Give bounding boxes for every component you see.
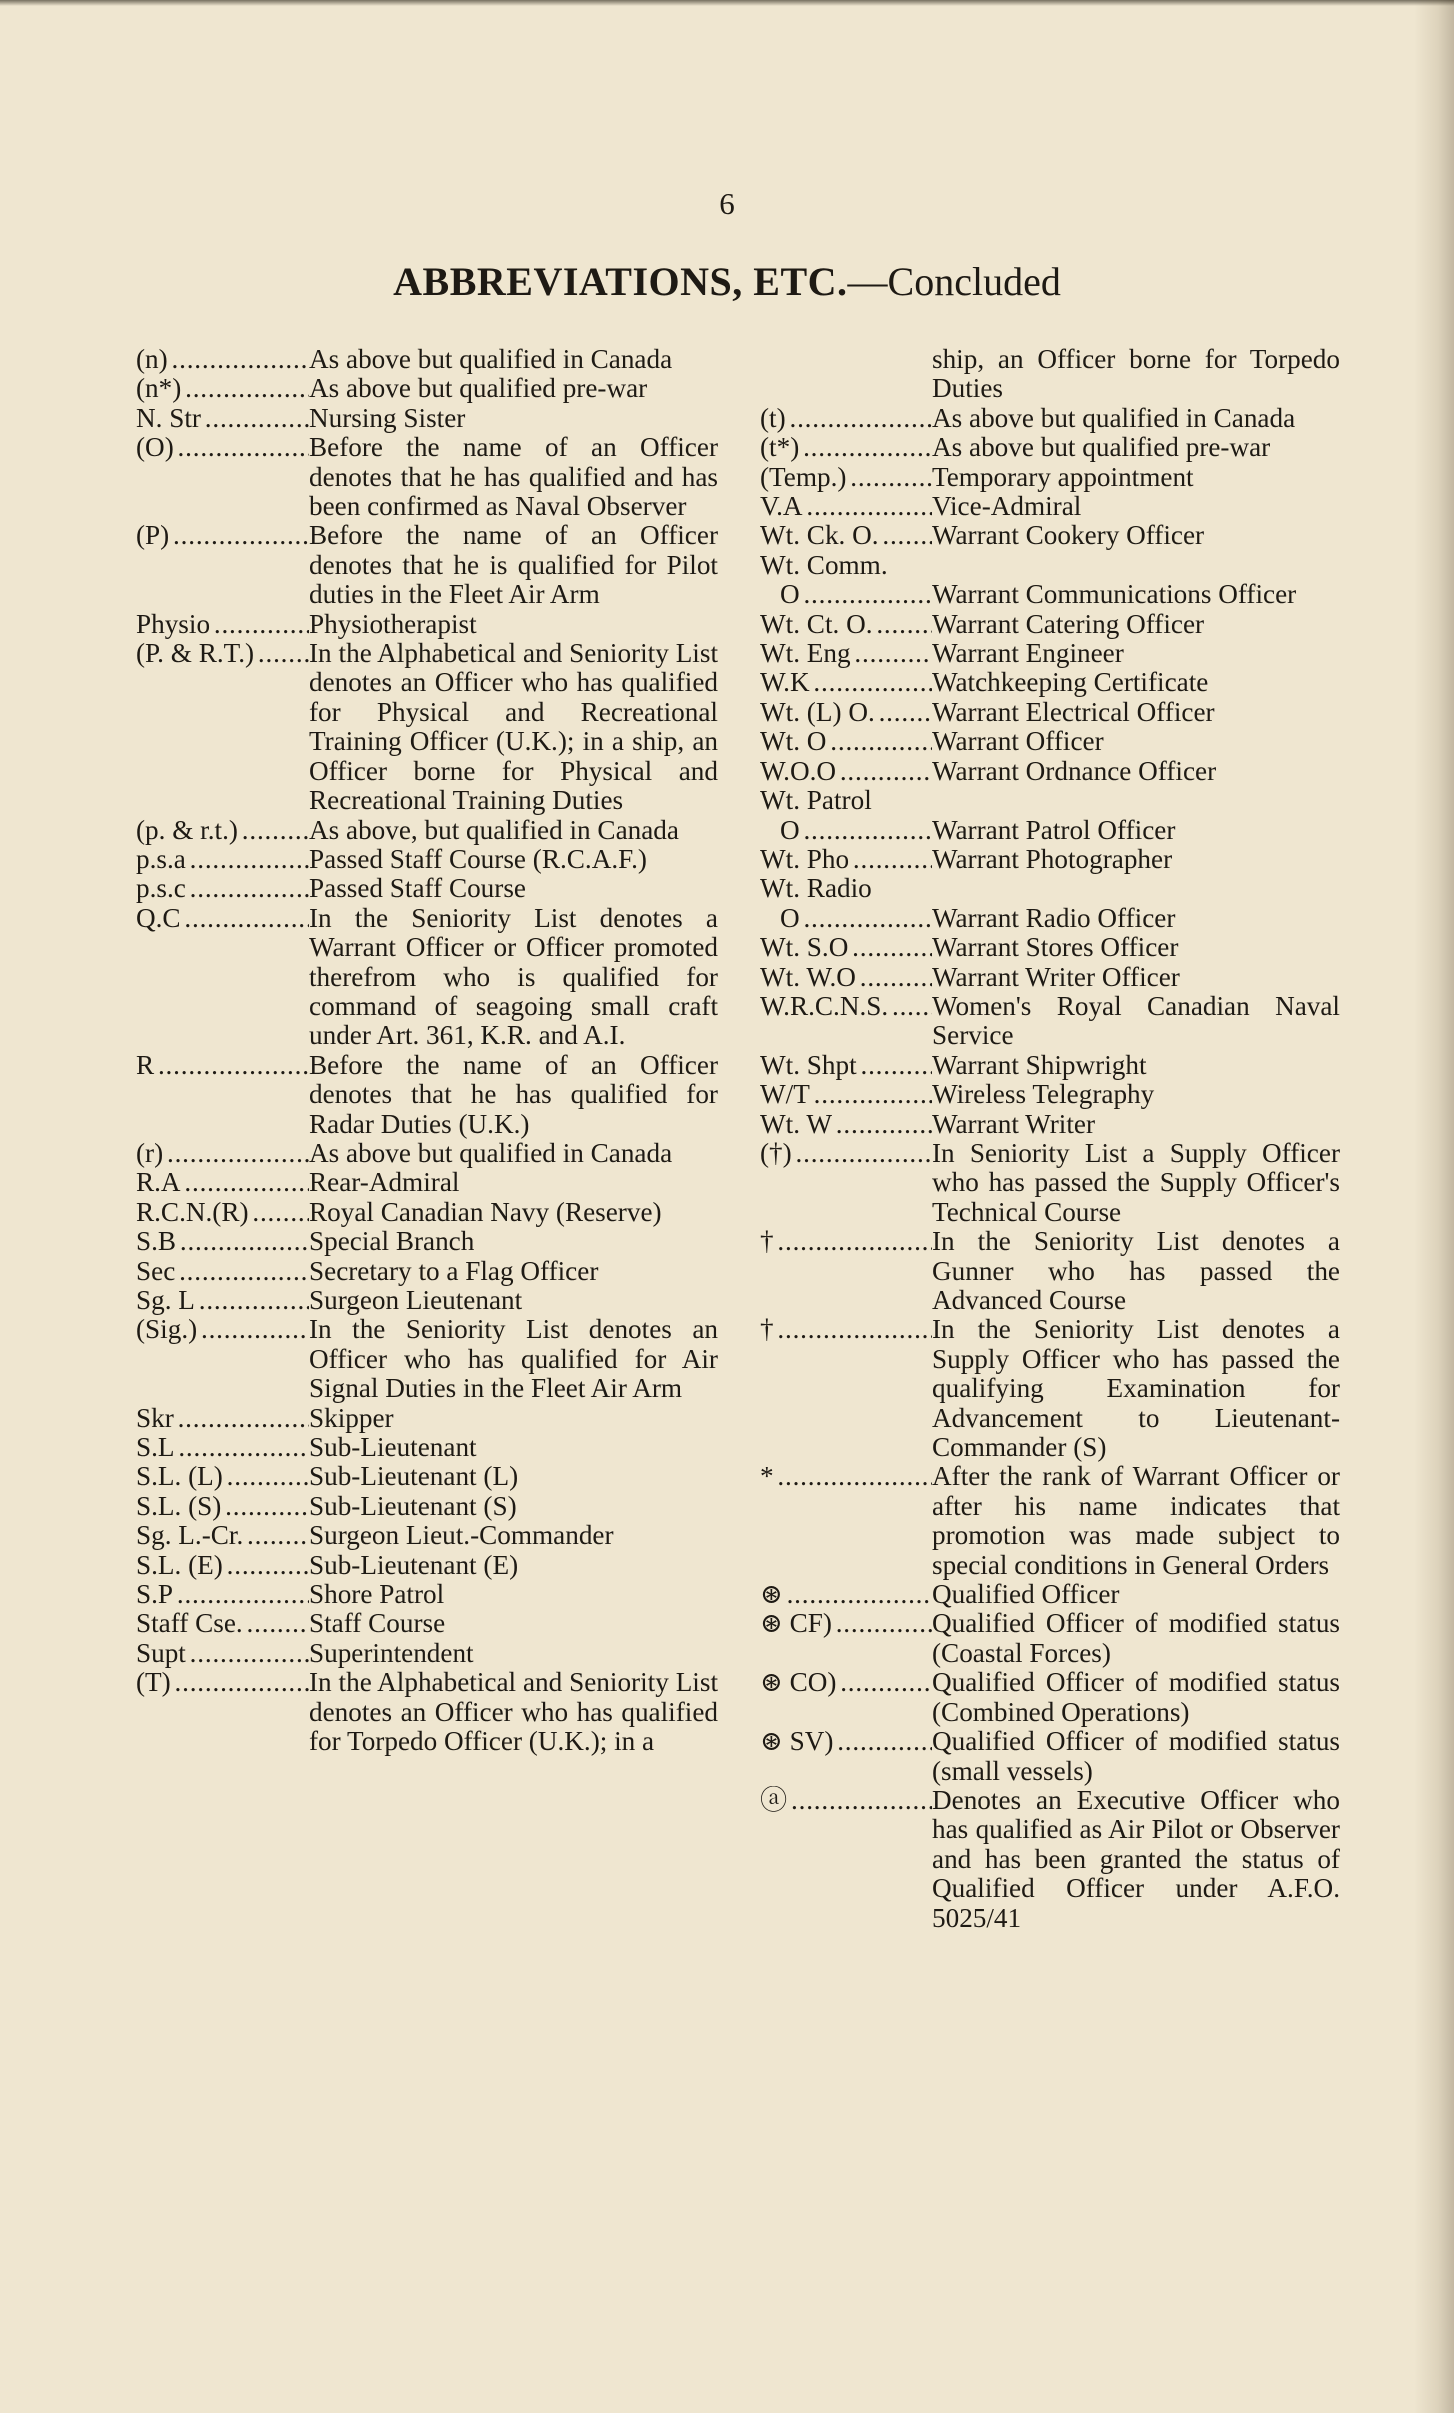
abbreviation-term: [760, 639, 932, 668]
abbreviation-definition: Warrant Photographer: [932, 843, 1173, 874]
abbreviation-definition: Warrant Shipwright: [932, 1049, 1147, 1080]
abbreviation-term: Wt. Comm.: [760, 549, 888, 580]
abbreviation-definition: Warrant Radio Officer: [932, 902, 1176, 933]
abbreviation-entry: [136, 1286, 718, 1315]
abbreviation-term: [136, 1492, 309, 1521]
abbreviation-entry: [136, 610, 718, 639]
abbreviation-term-text: (†): [760, 1138, 792, 1168]
abbreviation-definition: Wireless Telegraphy: [932, 1079, 1155, 1110]
abbreviation-entry: [136, 1315, 718, 1403]
abbreviation-definition: Secretary to a Flag Officer: [309, 1255, 599, 1286]
abbreviation-term: [760, 580, 932, 609]
abbreviation-entry: [760, 1110, 1340, 1139]
abbreviation-term: [760, 1110, 932, 1139]
abbreviation-entry: [760, 580, 1340, 609]
abbreviation-entry: [760, 1227, 1340, 1315]
abbreviation-term-text: S.L. (E): [136, 1550, 223, 1580]
abbreviation-term-text: ⊛ CO): [760, 1668, 837, 1698]
abbreviation-entry: [136, 1051, 718, 1139]
abbreviation-term-text: R.C.N.(R): [136, 1197, 249, 1227]
abbreviation-definition: As above but qualified pre-war: [309, 373, 648, 404]
abbreviation-entry: [136, 874, 718, 903]
abbreviation-term: [760, 1080, 932, 1109]
abbreviation-term: [136, 816, 309, 845]
abbreviation-term: [136, 404, 309, 433]
abbreviation-entry: [136, 404, 718, 433]
abbreviation-definition: Surgeon Lieut.-Commander: [309, 1520, 614, 1551]
abbreviation-definition: Watchkeeping Certificate: [932, 667, 1209, 698]
abbreviation-term-text: W/T: [760, 1080, 810, 1110]
abbreviation-term-text: Wt. O: [760, 727, 827, 757]
abbreviation-entry: [760, 551, 1340, 580]
abbreviation-term: [136, 1198, 309, 1227]
abbreviation-entry: [760, 757, 1340, 786]
abbreviation-term-text: (P): [136, 521, 170, 551]
page-title-suffix: —Concluded: [847, 259, 1061, 304]
abbreviation-term: [136, 1404, 309, 1433]
abbreviation-term: [760, 992, 932, 1051]
abbreviation-term: [136, 1286, 309, 1315]
abbreviation-term: [760, 727, 932, 756]
abbreviation-term-text: Wt. Pho: [760, 844, 850, 874]
abbreviation-definition: In the Seniority List denotes a Warrant Officer or Officer promoted therefrom who is qualified for command of seagoing small craft under Art. 361, K.R. and A.I.: [309, 902, 718, 1051]
abbreviation-term: [760, 1609, 932, 1668]
abbreviation-definition: Temporary appointment: [932, 461, 1194, 492]
abbreviation-entry: [136, 1492, 718, 1521]
abbreviation-entry: [760, 639, 1340, 668]
abbreviation-term-text: Sec: [136, 1256, 176, 1286]
abbreviation-term: [760, 1727, 932, 1786]
abbreviation-term: [760, 698, 932, 727]
abbreviation-definition: Women's Royal Canadian Naval Service: [932, 990, 1340, 1051]
page-title-main: ABBREVIATIONS, ETC.: [393, 259, 848, 304]
abbreviation-definition: Warrant Writer: [932, 1108, 1096, 1139]
abbreviation-entry: [760, 1051, 1340, 1080]
abbreviation-definition: Denotes an Executive Officer who has qualified as Air Pilot or Observer and has been granted the status of Qualified Officer under A.F.O. 5025/41: [932, 1784, 1340, 1933]
abbreviation-term: [136, 1139, 309, 1168]
abbreviation-term-text: O: [780, 815, 800, 845]
abbreviation-term-text: Physio: [136, 609, 211, 639]
abbreviation-term-text: Wt. W.O: [760, 962, 856, 992]
abbreviation-definition: As above, but qualified in Canada: [309, 814, 679, 845]
abbreviation-term: [760, 463, 932, 492]
abbreviation-entry: [760, 1315, 1340, 1462]
abbreviation-term-text: (Temp.): [760, 462, 847, 492]
abbreviation-entry: [760, 492, 1340, 521]
abbreviation-term: [760, 610, 932, 639]
abbreviation-entry: [760, 1668, 1340, 1727]
abbreviation-definition: Warrant Stores Officer: [932, 932, 1179, 963]
abbreviation-term-text: R.A: [136, 1168, 181, 1198]
abbreviation-term: [760, 1139, 932, 1227]
abbreviation-term-text: S.L. (S): [136, 1491, 222, 1521]
abbreviation-term-text: (t): [760, 403, 786, 433]
abbreviation-term: [136, 874, 309, 903]
abbreviation-entry: [136, 1551, 718, 1580]
abbreviation-term-text: (t*): [760, 433, 800, 463]
abbreviation-term: [760, 1051, 932, 1080]
abbreviation-term: [136, 1668, 309, 1756]
abbreviation-definition: Warrant Patrol Officer: [932, 814, 1176, 845]
abbreviation-term-text: W.K: [760, 668, 810, 698]
abbreviation-term: [136, 1462, 309, 1491]
abbreviation-definition: Surgeon Lieutenant: [309, 1285, 523, 1315]
abbreviation-term: Wt. Radio: [760, 873, 872, 904]
abbreviation-term-text: (Sig.): [136, 1315, 198, 1345]
abbreviation-term: [136, 904, 309, 1051]
abbreviation-term-text: S.L. (L): [136, 1462, 223, 1492]
abbreviation-definition: Vice-Admiral: [932, 491, 1082, 522]
abbreviation-term-text: †: [760, 1315, 774, 1345]
abbreviation-term-text: (n): [136, 345, 168, 374]
abbreviation-definition: In Seniority List a Supply Officer who has passed the Supply Officer's Technical Course: [932, 1137, 1340, 1227]
abbreviation-entry: [136, 904, 718, 1051]
abbreviation-entry: [136, 1609, 718, 1638]
abbreviation-definition: As above but qualified in Canada: [309, 344, 673, 374]
abbreviation-definition: ship, an Officer borne for Torpedo Duties: [932, 344, 1340, 404]
abbreviation-definition: Sub-Lieutenant: [309, 1432, 477, 1463]
abbreviation-definition: Warrant Electrical Officer: [932, 696, 1215, 727]
abbreviation-term: [760, 933, 932, 962]
abbreviation-term-text: W.O.O: [760, 756, 837, 786]
abbreviation-term-text: Wt. Eng: [760, 639, 851, 669]
abbreviation-term: [760, 1315, 932, 1462]
abbreviation-term: [136, 1609, 309, 1638]
abbreviation-term: [136, 1521, 309, 1550]
abbreviation-definition: Sub-Lieutenant (L): [309, 1461, 519, 1492]
abbreviation-term: [760, 492, 932, 521]
abbreviation-definition: Warrant Catering Officer: [932, 608, 1205, 639]
abbreviation-definition: Warrant Cookery Officer: [932, 520, 1205, 551]
abbreviation-term-text: Skr: [136, 1403, 174, 1433]
abbreviation-definition: Qualified Officer of modified status (Combined Operations): [932, 1667, 1340, 1727]
abbreviation-definition: Rear-Admiral: [309, 1167, 460, 1198]
abbreviation-definition: Before the name of an Officer denotes that he has qualified and has been confirmed as Naval Observer: [309, 432, 718, 522]
abbreviation-term: [136, 1433, 309, 1462]
abbreviation-term-text: Wt. (L) O.: [760, 697, 875, 727]
abbreviation-entry: [136, 1668, 718, 1756]
abbreviation-term: [136, 521, 309, 609]
abbreviation-entry: [760, 668, 1340, 697]
abbreviation-entry: [760, 1786, 1340, 1933]
abbreviation-term: [136, 610, 309, 639]
abbreviation-definition: In the Seniority List denotes a Gunner who has passed the Advanced Course: [932, 1226, 1340, 1315]
abbreviation-definition: Skipper: [309, 1402, 394, 1433]
abbreviation-definition: Special Branch: [309, 1226, 475, 1257]
abbreviation-term-text: R: [136, 1050, 155, 1080]
abbreviation-term-text: N. Str: [136, 403, 201, 433]
abbreviation-term: [136, 1051, 309, 1139]
abbreviation-term-text: V.A: [760, 492, 803, 522]
abbreviation-term-text: O: [780, 580, 800, 610]
abbreviation-term-text: Wt. Shpt: [760, 1050, 857, 1080]
abbreviation-term-text: S.B: [136, 1227, 177, 1257]
abbreviation-term: [136, 1227, 309, 1256]
abbreviation-entry: [760, 1609, 1340, 1668]
abbreviation-entry: [760, 698, 1340, 727]
abbreviation-entry: [760, 463, 1340, 492]
abbreviation-term-text: (r): [136, 1138, 164, 1168]
abbreviation-term-text: *: [760, 1462, 774, 1492]
abbreviation-term: [136, 1580, 309, 1609]
abbreviation-term: [760, 757, 932, 786]
abbreviation-term-text: Q.C: [136, 903, 181, 933]
abbreviation-term: [136, 433, 309, 521]
abbreviation-term: [760, 668, 932, 697]
abbreviation-term: [760, 1462, 932, 1580]
abbreviation-term-text: Sg. L: [136, 1286, 195, 1315]
abbreviation-definition: Sub-Lieutenant (E): [309, 1549, 519, 1580]
abbreviation-entry: [760, 521, 1340, 550]
abbreviation-term: [136, 345, 309, 374]
abbreviation-term: [760, 433, 932, 462]
abbreviation-entry: [760, 904, 1340, 933]
abbreviation-entry: [760, 1080, 1340, 1109]
abbreviation-term-text: †: [760, 1227, 774, 1257]
abbreviations-left-column: [136, 345, 718, 1757]
abbreviation-entry: [760, 874, 1340, 903]
abbreviation-definition: Before the name of an Officer denotes that he has qualified for Radar Duties (U.K.): [309, 1049, 718, 1139]
abbreviation-term: [760, 404, 932, 433]
abbreviation-entry: [760, 816, 1340, 845]
abbreviation-entry: [760, 1727, 1340, 1786]
abbreviation-term-text: S.P: [136, 1580, 174, 1610]
abbreviation-term: [136, 845, 309, 874]
abbreviation-term-text: Wt. W: [760, 1109, 832, 1139]
abbreviation-term-text: Wt. Ck. O.: [760, 521, 879, 551]
abbreviation-definition: Warrant Communications Officer: [932, 579, 1297, 610]
abbreviation-entry: [136, 816, 718, 845]
abbreviation-entry: [760, 433, 1340, 462]
abbreviation-definition: Qualified Officer of modified status (small vessels): [932, 1726, 1340, 1786]
abbreviation-term: [136, 374, 309, 403]
abbreviation-term: [136, 1551, 309, 1580]
abbreviation-entry: [760, 786, 1340, 815]
abbreviation-term: [760, 521, 932, 550]
abbreviation-definition: Superintendent: [309, 1637, 474, 1668]
abbreviation-entry: [760, 1139, 1340, 1227]
abbreviation-definition: In the Seniority List denotes a Supply Officer who has passed the qualifying Examination for Advancement to Lieutenant-Commander (S): [932, 1314, 1340, 1463]
page-title: [0, 258, 1454, 305]
abbreviation-definition: Qualified Officer of modified status (Coastal Forces): [932, 1608, 1340, 1668]
abbreviation-definition: Before the name of an Officer denotes that he is qualified for Pilot duties in the Fleet Air Arm: [309, 520, 718, 610]
abbreviation-term: [760, 845, 932, 874]
abbreviation-term-text: S.L: [136, 1433, 175, 1463]
abbreviation-definition: As above but qualified in Canada: [932, 402, 1296, 433]
abbreviation-term-text: W.R.C.N.S.: [760, 991, 889, 1021]
abbreviation-entry: [136, 845, 718, 874]
abbreviation-term: [760, 1786, 932, 1933]
abbreviation-entry: [136, 1139, 718, 1168]
abbreviation-term-text: (p. & r.t.): [136, 815, 238, 845]
abbreviation-entry: [136, 1198, 718, 1227]
abbreviation-entry: [760, 1462, 1340, 1580]
abbreviation-term-text: (O): [136, 433, 174, 463]
abbreviation-term: [136, 1168, 309, 1197]
abbreviation-term: [760, 1668, 932, 1727]
abbreviation-definition: Qualified Officer: [932, 1579, 1120, 1610]
abbreviation-entry: [136, 1639, 718, 1668]
abbreviation-definition: Passed Staff Course: [309, 873, 526, 904]
abbreviation-definition: After the rank of Warrant Officer or after his name indicates that promotion was made subject to special conditions in General Orders: [932, 1461, 1340, 1580]
abbreviation-entry: [760, 845, 1340, 874]
abbreviation-term: [136, 1639, 309, 1668]
abbreviation-term: [760, 816, 932, 845]
abbreviation-term: [760, 963, 932, 992]
abbreviation-definition: Nursing Sister: [309, 402, 466, 433]
abbreviation-entry: [136, 433, 718, 521]
abbreviations-right-column: [760, 345, 1340, 1933]
abbreviation-term: [760, 904, 932, 933]
abbreviation-term-text: ⊛ CF): [760, 1609, 832, 1639]
abbreviation-term-text: (T): [136, 1668, 171, 1698]
abbreviation-term-text: p.s.a: [136, 844, 186, 874]
abbreviation-entry: [136, 1168, 718, 1197]
abbreviation-definition: In the Seniority List denotes an Officer who has qualified for Air Signal Duties in the Fleet Air Arm: [309, 1314, 718, 1404]
abbreviation-term: Wt. Patrol: [760, 785, 872, 816]
abbreviation-definition: Royal Canadian Navy (Reserve): [309, 1196, 662, 1227]
abbreviation-term-text: Sg. L.-Cr.: [136, 1521, 244, 1551]
page-number: 6: [719, 186, 735, 221]
abbreviation-definition: In the Alphabetical and Seniority List denotes an Officer who has qualified for Physical and Recreational Training Officer (U.K.); in a ship, an Officer borne for Physical and Recreational Training Duties: [309, 638, 718, 816]
abbreviation-definition: As above but qualified pre-war: [932, 432, 1271, 463]
abbreviation-entry: [136, 1433, 718, 1462]
abbreviation-term-text: Wt. S.O: [760, 933, 849, 963]
abbreviation-entry: [136, 1580, 718, 1609]
abbreviation-entry: [136, 345, 718, 374]
abbreviation-entry: [760, 1580, 1340, 1609]
abbreviation-entry: [136, 1227, 718, 1256]
abbreviation-term-text: ⓐ: [760, 1785, 788, 1815]
abbreviation-entry: [760, 933, 1340, 962]
abbreviation-entry: [136, 374, 718, 403]
abbreviation-definition: Physiotherapist: [309, 608, 477, 639]
abbreviation-term: [136, 639, 309, 815]
page-binding-shadow: [1414, 0, 1454, 2413]
abbreviation-term: [760, 1227, 932, 1315]
abbreviation-term-text: (P. & R.T.): [136, 639, 255, 669]
abbreviation-entry: [136, 1404, 718, 1433]
abbreviation-term-text: Supt: [136, 1638, 186, 1668]
page-top-edge: [0, 0, 1454, 6]
abbreviation-definition: As above but qualified in Canada: [309, 1137, 673, 1168]
abbreviation-term-text: Wt. Ct. O.: [760, 609, 873, 639]
abbreviation-entry: [136, 521, 718, 609]
abbreviation-entry: [760, 404, 1340, 433]
abbreviation-term-text: O: [780, 903, 800, 933]
abbreviation-definition: Passed Staff Course (R.C.A.F.): [309, 843, 647, 874]
abbreviation-entry: [760, 345, 1340, 404]
abbreviation-definition: Warrant Engineer: [932, 638, 1124, 669]
abbreviation-term-text: ⊛: [760, 1580, 783, 1610]
abbreviation-entry: [136, 639, 718, 815]
abbreviation-definition: In the Alphabetical and Seniority List denotes an Officer who has qualified for Torpedo Officer (U.K.); in a: [309, 1667, 718, 1757]
abbreviation-definition: Warrant Officer: [932, 726, 1104, 757]
abbreviation-term: [136, 1315, 309, 1403]
abbreviation-definition: Sub-Lieutenant (S): [309, 1490, 517, 1521]
abbreviation-definition: Staff Course: [309, 1608, 446, 1639]
abbreviation-entry: [760, 610, 1340, 639]
abbreviation-entry: [760, 963, 1340, 992]
abbreviation-term: [760, 1580, 932, 1609]
abbreviation-term-text: p.s.c: [136, 874, 186, 904]
abbreviation-term-text: Staff Cse.: [136, 1609, 243, 1639]
abbreviation-definition: Warrant Writer Officer: [932, 961, 1180, 992]
abbreviation-entry: [136, 1462, 718, 1491]
abbreviation-term-text: ⊛ SV): [760, 1727, 834, 1757]
abbreviation-entry: [136, 1257, 718, 1286]
abbreviation-entry: [760, 727, 1340, 756]
abbreviation-entry: [136, 1521, 718, 1550]
abbreviation-entry: [760, 992, 1340, 1051]
abbreviation-definition: Shore Patrol: [309, 1579, 445, 1610]
abbreviation-term-text: (n*): [136, 374, 182, 404]
abbreviation-term: [136, 1257, 309, 1286]
abbreviation-definition: Warrant Ordnance Officer: [932, 755, 1217, 786]
